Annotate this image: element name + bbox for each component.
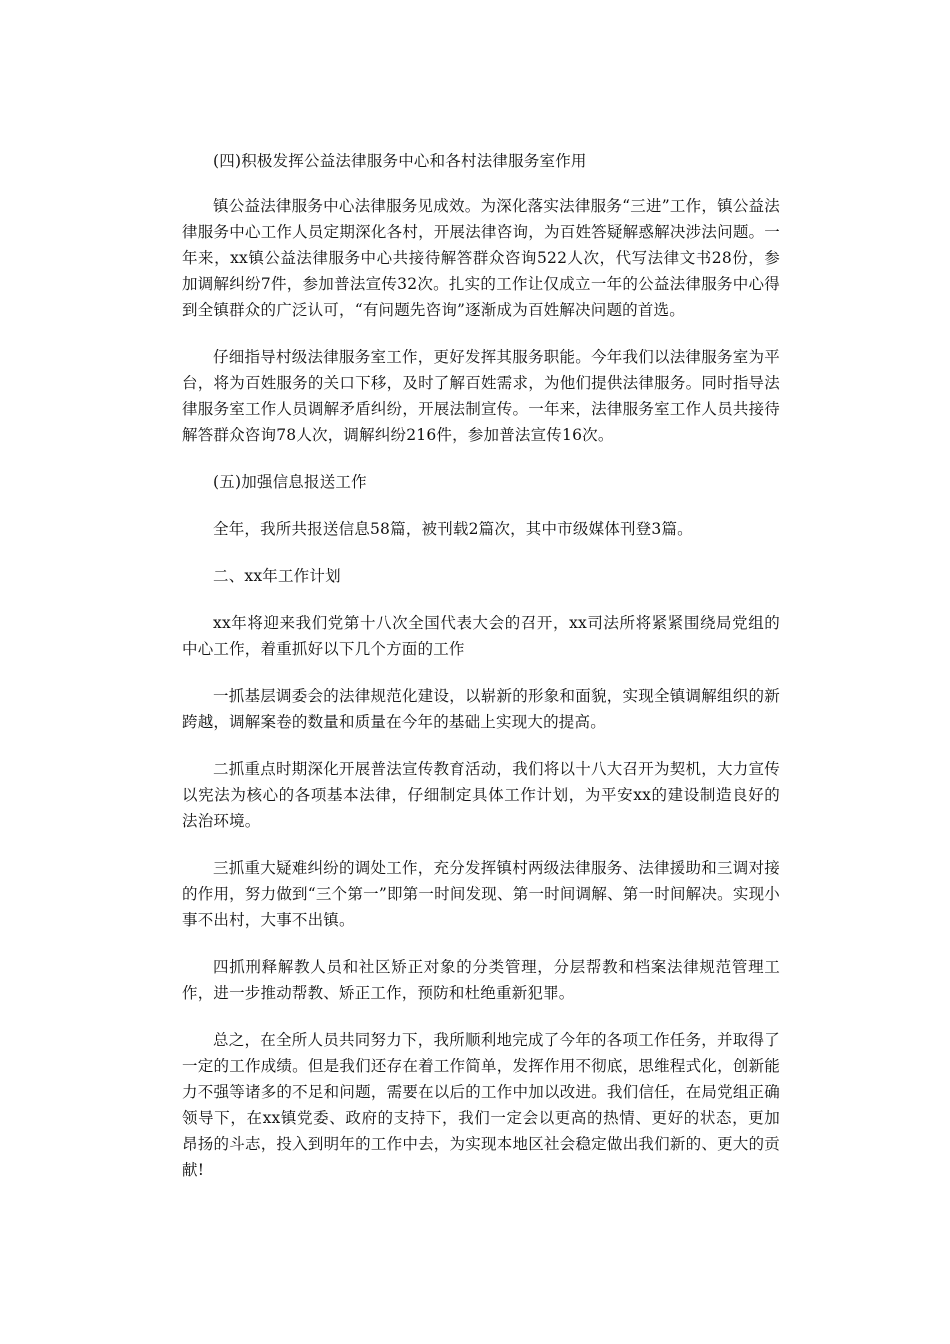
paragraph-plan-intro: xx年将迎来我们党第十八次全国代表大会的召开，xx司法所将紧紧围绕局党组的中心工作，着重抓好以下几个方面的工作: [182, 614, 780, 658]
paragraph-plan-two: 二抓重点时期深化开展普法宣传教育活动，我们将以十八大召开为契机，大力宣传以宪法为核心的各项基本法律，仔细制定具体工作计划，为平安xx的建设制造良好的法治环境。: [182, 760, 780, 830]
paragraph-public-legal-center: 镇公益法律服务中心法律服务见成效。为深化落实法律服务“三进”工作，镇公益法律服务中心工作人员定期深化各村，开展法律咨询，为百姓答疑解惑解决涉法问题。一年来，xx镇公益法律服务中心共接待解答群众咨询522人次，代写法律文书28份，参加调解纠纷7件，参加普法宣传32次。扎实的工作让仅成立一年的公益法律服务中心得到全镇群众的广泛认可，“有问题先咨询”逐渐成为百姓解决问题的首选。: [182, 197, 780, 319]
paragraph-plan-one: 一抓基层调委会的法律规范化建设，以崭新的形象和面貌，实现全镇调解组织的新跨越，调解案卷的数量和质量在今年的基础上实现大的提高。: [182, 687, 780, 731]
paragraph-plan-four: 四抓刑释解教人员和社区矫正对象的分类管理，分层帮教和档案法律规范管理工作，进一步推动帮教、矫正工作，预防和杜绝重新犯罪。: [182, 958, 780, 1002]
section-heading-five: (五)加强信息报送工作: [213, 473, 367, 491]
paragraph-plan-three: 三抓重大疑难纠纷的调处工作，充分发挥镇村两级法律服务、法律援助和三调对接的作用，努力做到“三个第一”即第一时间发现、第一时间调解、第一时间解决。实现小事不出村，大事不出镇。: [182, 859, 780, 929]
document-page: [182, 148, 780, 1183]
paragraph-information-reports: 全年，我所共报送信息58篇，被刊载2篇次，其中市级媒体刊登3篇。: [213, 520, 693, 538]
section-heading-four: (四)积极发挥公益法律服务中心和各村法律服务室作用: [213, 152, 587, 170]
section-heading-work-plan: 二、xx年工作计划: [213, 567, 341, 585]
paragraph-conclusion: 总之，在全所人员共同努力下，我所顺利地完成了今年的各项工作任务，并取得了一定的工作成绩。但是我们还存在着工作简单，发挥作用不彻底，思维程式化，创新能力不强等诸多的不足和问题，需要在以后的工作中加以改进。我们信任，在局党组正确领导下，在xx镇党委、政府的支持下，我们一定会以更高的热情、更好的状态，更加昂扬的斗志，投入到明年的工作中去，为实现本地区社会稳定做出我们新的、更大的贡献!: [182, 1031, 780, 1179]
paragraph-village-legal-rooms: 仔细指导村级法律服务室工作，更好发挥其服务职能。今年我们以法律服务室为平台，将为百姓服务的关口下移，及时了解百姓需求，为他们提供法律服务。同时指导法律服务室工作人员调解矛盾纠纷，开展法制宣传。一年来，法律服务室工作人员共接待解答群众咨询78人次，调解纠纷216件，参加普法宣传16次。: [182, 348, 780, 444]
